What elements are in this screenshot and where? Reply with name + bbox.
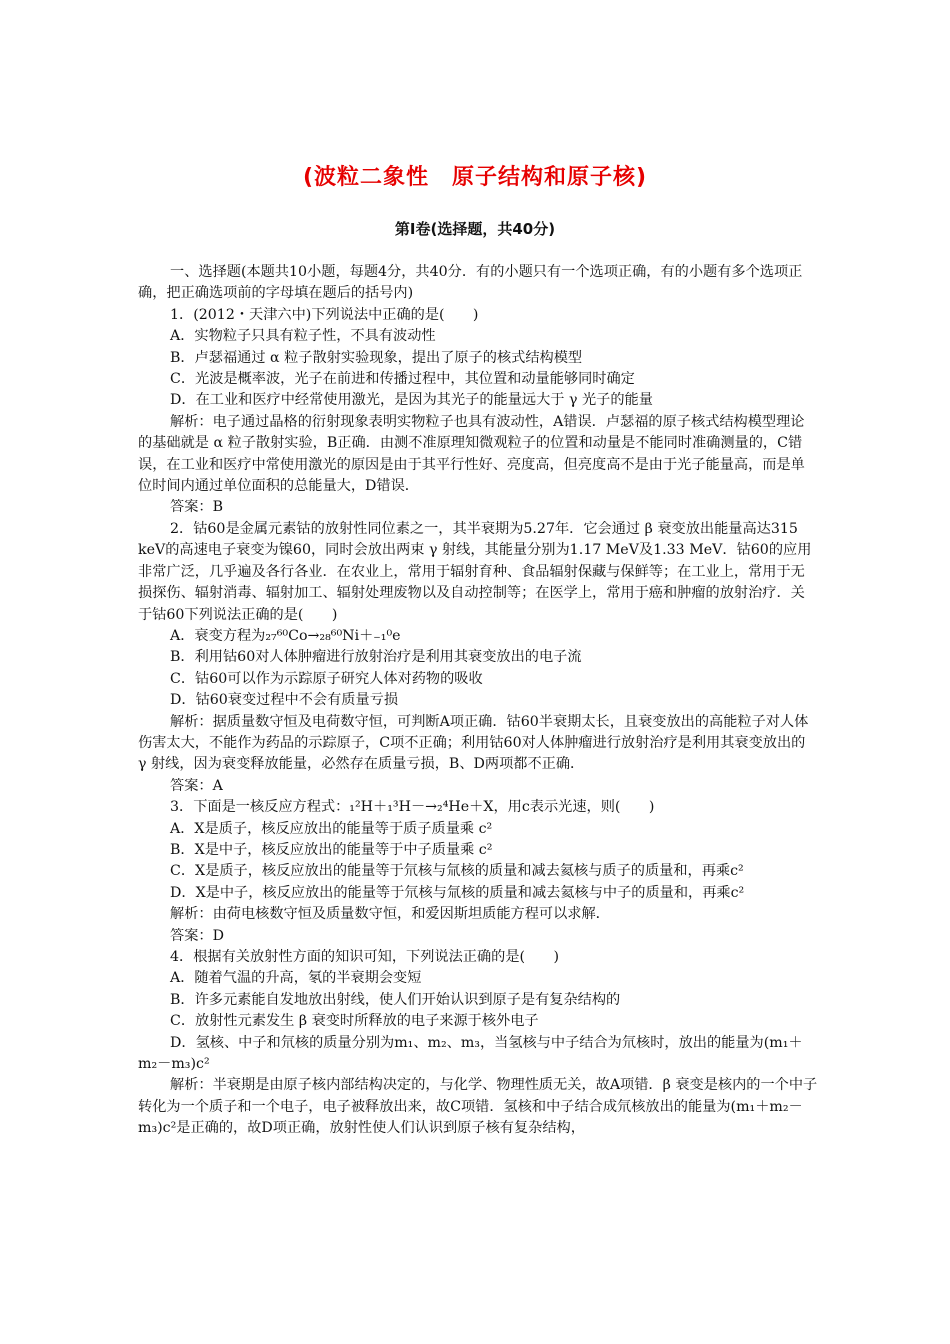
question-4-option-b: B．许多元素能自发地放出射线，使人们开始认识到原子是有复杂结构的 <box>170 991 621 1008</box>
question-1-option-b: B．卢瑟福通过 α 粒子散射实验现象，提出了原子的核式结构模型 <box>170 349 583 366</box>
question-1-option-a: A．实物粒子只具有粒子性，不具有波动性 <box>170 328 436 345</box>
question-2-option-c: C．钴60可以作为示踪原子研究人体对药物的吸收 <box>170 670 483 687</box>
question-3-option-d: D．X是中子，核反应放出的能量等于氘核与氚核的质量和减去氦核与中子的质量和，再乘c² <box>170 884 745 901</box>
question-3-option-c: C．X是质子，核反应放出的能量等于氘核与氚核的质量和减去氦核与质子的质量和，再乘c² <box>170 863 744 880</box>
question-4-option-a: A．随着气温的升高，氡的半衰期会变短 <box>170 970 422 987</box>
section-subtitle: 第Ⅰ卷(选择题，共40分) <box>394 220 556 238</box>
question-3-stem: 3．下面是一核反应方程式：₁²H＋₁³H－→₂⁴He＋X，用c表示光速，则( ) <box>170 799 655 816</box>
question-4-analysis: 解析：半衰期是由原子核内部结构决定的，与化学、物理性质无关，故A项错．β 衰变是核内的一个中子转化为一个质子和一个电子，电子被释放出来，故C项错．氢核和中子结合成氘核放出的能量为(m₁＋m₂－m₃)c²是正确的，故D项正确，放射性使人们认识到原子核有复杂结构， <box>138 1077 818 1137</box>
question-2-option-b: B．利用钴60对人体肿瘤进行放射治疗是利用其衰变放出的电子流 <box>170 649 582 666</box>
question-2-answer: 答案：A <box>170 777 223 794</box>
question-1-option-d: D．在工业和医疗中经常使用激光，是因为其光子的能量远大于 γ 光子的能量 <box>170 392 653 409</box>
question-2-option-d: D．钴60衰变过程中不会有质量亏损 <box>170 692 399 709</box>
question-4-stem: 4．根据有关放射性方面的知识可知，下列说法正确的是( ) <box>170 949 559 965</box>
question-3-answer: 答案：D <box>170 927 224 944</box>
question-1-option-c: C．光波是概率波，光子在前进和传播过程中，其位置和动量能够同时确定 <box>170 371 635 388</box>
question-1-answer: 答案：B <box>170 499 223 516</box>
question-4-option-c: C．放射性元素发生 β 衰变时所释放的电子来源于核外电子 <box>170 1013 539 1030</box>
question-3-analysis: 解析：由荷电核数守恒及质量数守恒，和爱因斯坦质能方程可以求解． <box>170 906 610 923</box>
question-3-option-b: B．X是中子，核反应放出的能量等于中子质量乘 c² <box>170 841 493 858</box>
question-3-option-a: A．X是质子，核反应放出的能量等于质子质量乘 c² <box>170 820 493 837</box>
instructions-paragraph: 一、选择题(本题共10小题，每题4分，共40分．有的小题只有一个选项正确，有的小题有多个选项正确，把正确选项前的字母填在题后的括号内) <box>138 264 803 302</box>
question-1-analysis: 解析：电子通过晶格的衍射现象表明实物粒子也具有波动性，A错误．卢瑟福的原子核式结构模型理论的基础就是 α 粒子散射实验，B正确．由测不准原理知微观粒子的位置和动量是不能同时准确测量的，C错误，在工业和医疗中常使用激光的原因是由于其平行性好、亮度高，但亮度高不是由于光子能量高，而是单位时间内通过单位面积的总能量大，D错误． <box>138 413 805 495</box>
question-1-stem: 1．(2012・天津六中)下列说法中正确的是( ) <box>170 306 479 323</box>
question-2-stem: 2．钴60是金属元素钴的放射性同位素之一，其半衰期为5.27年．它会通过 β 衰变放出能量高达315 keV的高速电子衰变为镍60，同时会放出两束 γ 射线，其能量分别为1.17 MeV及1.33 MeV．钴60的应用非常广泛，几乎遍及各行各业．在农业上，常用于辐射育种、食品辐射保藏与保鲜等；在工业上，常用于无损探伤、辐射消毒、辐射加工、辐射处理废物以及自动控制等；在医学上，常用于癌和肿瘤的放射治疗．关于钴60下列说法正确的是( ) <box>138 520 812 623</box>
page-title: (波粒二象性 原子结构和原子核) <box>302 165 648 190</box>
question-2-option-a: A．衰变方程为₂₇⁶⁰Co→₂₈⁶⁰Ni＋₋₁⁰e <box>170 627 401 644</box>
question-4-option-d: D．氢核、中子和氘核的质量分别为m₁、m₂、m₃，当氢核与中子结合为氘核时，放出的能量为(m₁＋m₂－m₃)c² <box>138 1034 803 1073</box>
document-body <box>138 262 818 1140</box>
question-2-analysis: 解析：据质量数守恒及电荷数守恒，可判断A项正确．钴60半衰期太长，且衰变放出的高能粒子对人体伤害太大，不能作为药品的示踪原子，C项不正确；利用钴60对人体肿瘤进行放射治疗是利用其衰变放出的 γ 射线，因为衰变释放能量，必然存在质量亏损，B、D两项都不正确． <box>138 713 820 773</box>
